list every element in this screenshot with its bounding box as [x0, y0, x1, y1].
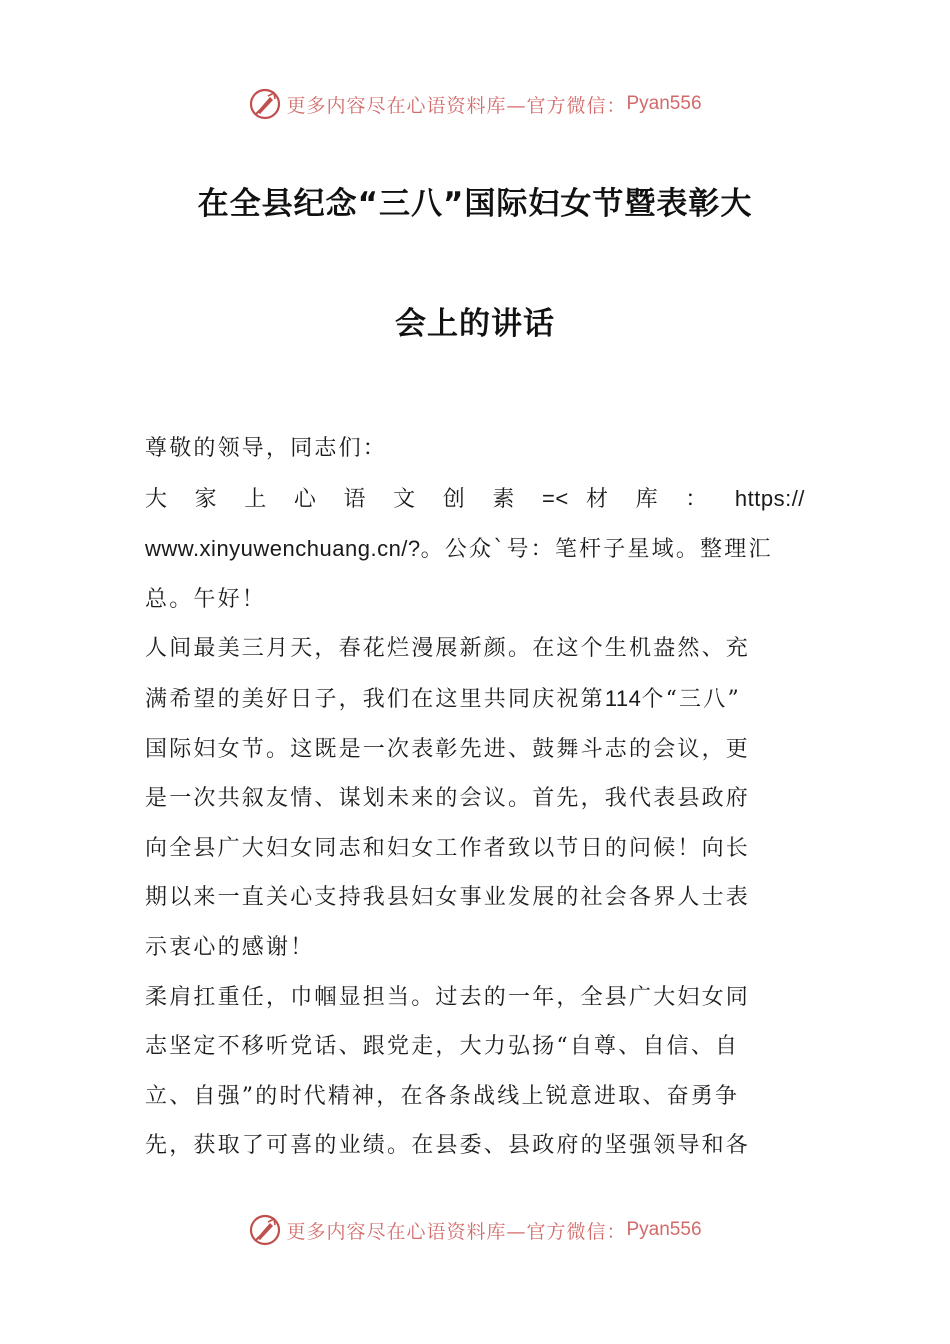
document-title-line-1: 在全县纪念“三八”国际妇女节暨表彰大	[197, 186, 753, 222]
document-title-line-2: 会上的讲话	[395, 306, 555, 342]
paragraph-2-line-3: 国际妇女节。这既是一次表彰先进、鼓舞斗志的会议，更	[145, 736, 751, 762]
watermark-text: 更多内容尽在心语资料库—官方微信：	[286, 1220, 627, 1243]
p2-line2-b: 个“三八”	[641, 686, 741, 712]
p1-char: 文	[393, 486, 426, 512]
p1-char: 家	[194, 486, 227, 512]
p1-char: ：	[685, 486, 718, 512]
footer-watermark	[0, 1210, 950, 1250]
paragraph-2-line-1: 人间最美三月天，春花烂漫展新颜。在这个生机盎然、充	[145, 636, 751, 662]
watermark-wechat-id: Pyan556	[626, 1219, 702, 1240]
p1-char: 素	[492, 486, 525, 512]
paragraph-3-line-4: 先，获取了可喜的业绩。在县委、县政府的坚强领导和各	[145, 1133, 751, 1159]
p1-char: =<	[542, 485, 569, 511]
p1-line2-rest: 。公众`号：笔杆子星域。整理汇	[420, 537, 773, 563]
paragraph-3-line-3: 立、自强”的时代精神，在各条战线上锐意进取、奋勇争	[145, 1083, 740, 1109]
paragraph-2-line-6: 期以来一直关心支持我县妇女事业发展的社会各界人士表	[145, 885, 751, 911]
paragraph-3-line-1: 柔肩扛重任，巾帼显担当。过去的一年，全县广大妇女同	[145, 984, 751, 1010]
p1-char: 大	[145, 486, 178, 512]
p1-char: 上	[244, 486, 277, 512]
watermark-wechat-id: Pyan556	[626, 93, 702, 114]
salutation: 尊敬的领导，同志们：	[145, 436, 388, 461]
paragraph-3-line-2: 志坚定不移听党话、跟党走，大力弘扬“自尊、自信、自	[145, 1034, 740, 1060]
p1-char: 心	[293, 486, 327, 512]
paragraph-2-line-2	[145, 674, 805, 725]
p1-char: 创	[442, 486, 476, 512]
paragraph-2-line-7: 示衷心的感谢！	[145, 934, 315, 960]
header-watermark	[0, 84, 950, 124]
p1-url-start: https://	[734, 485, 805, 511]
p2-number: 114	[604, 685, 642, 711]
quill-logo-icon	[248, 87, 282, 121]
paragraph-2-line-5: 向全县广大妇女同志和妇女工作者致以节日的问候！向长	[145, 835, 751, 861]
p1-char: 库	[635, 486, 668, 512]
p2-line2-a: 满希望的美好日子，我们在这里共同庆祝第	[145, 686, 605, 712]
paragraph-1-line-3: 总。午好！	[145, 586, 267, 612]
paragraph-2-line-4: 是一次共叙友情、谋划未来的会议。首先，我代表县政府	[145, 786, 751, 812]
p1-char: 材	[586, 486, 619, 512]
paragraph-1-line-1	[145, 474, 805, 525]
document-body	[145, 424, 805, 1171]
paragraph-1-line-2	[145, 524, 805, 575]
quill-logo-icon	[248, 1213, 282, 1247]
watermark-text: 更多内容尽在心语资料库—官方微信：	[286, 94, 627, 117]
p1-url: www.xinyuwenchuang.cn/?	[145, 536, 421, 562]
p1-char: 语	[343, 486, 376, 512]
